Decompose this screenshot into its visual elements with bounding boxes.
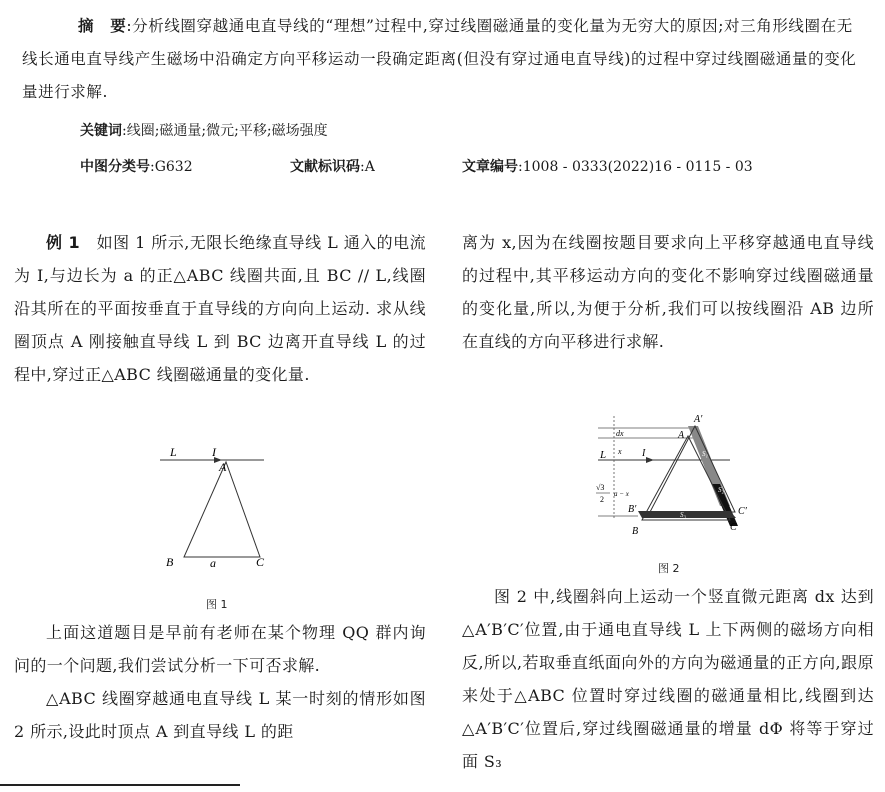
right-paragraph-1: 离为 x,因为在线圈按题目要求向上平移穿越通电直导线的过程中,其平移运动方向的变化不影响穿过线圈磁通量的变化量,所以,为便于分析,我们可以按线圈沿 AB 边所在直线的方向平移进行求解.	[462, 233, 874, 351]
keywords-label: 关键词	[80, 123, 122, 139]
right-paragraph-2: 图 2 中,线圈斜向上运动一个竖直微元距离 dx 达到△A′B′C′位置,由于通电直导线 L 上下两侧的磁场方向相反,所以,若取垂直纸面向外的方向为磁通量的正方向,跟原来处于△ABC 位置时穿过线圈的磁通量相比,线圈到达△A′B′C′位置后,穿过线圈磁通量的增量 dΦ 将等于穿过面 S₃	[462, 587, 874, 771]
doc-value: :A	[360, 159, 375, 175]
fig2-label-sqrt: √3	[596, 483, 605, 492]
abstract-label: 摘 要	[78, 17, 127, 35]
article-label: 文章编号	[462, 159, 518, 175]
fig1-label-I: I	[212, 445, 216, 459]
fig2-label-I: I	[642, 448, 646, 459]
keywords-text: :线圈;磁通量;微元;平移;磁场强度	[122, 123, 328, 139]
article-number	[462, 156, 753, 176]
doc-code	[290, 156, 375, 176]
article-value: :1008 - 0333(2022)16 - 0115 - 03	[518, 159, 753, 175]
fig2-label-B1: B′	[628, 504, 637, 515]
footnote-rule	[0, 784, 240, 786]
fig1-label-C: C	[256, 555, 265, 569]
fig2-label-ax: a − x	[614, 490, 629, 498]
figure-1	[160, 440, 280, 576]
fig2-label-S2: S₂	[718, 486, 724, 494]
keywords	[80, 120, 328, 140]
fig2-label-C1: C′	[738, 506, 747, 517]
abstract-text: :分析线圈穿越通电直导线的“理想”过程中,穿过线圈磁通量的变化量为无穷大的原因;对三角形线圈在无线长通电直导线产生磁场中沿确定方向平移运动一段确定距离(但没有穿过通电直导线)的过程中穿过线圈磁通量的变化量进行求解.	[22, 17, 857, 101]
left-column-lower	[14, 616, 426, 748]
fig2-label-C: C	[730, 522, 737, 533]
figure-1-caption: 图 1	[206, 598, 228, 611]
example-paragraph	[14, 226, 426, 391]
fig2-label-B: B	[632, 526, 639, 537]
clc-label: 中图分类号	[80, 159, 150, 175]
example-label: 例 1	[46, 233, 81, 252]
clc-value: :G632	[150, 159, 193, 175]
fig1-label-a: a	[210, 556, 216, 570]
right-column-lower	[462, 580, 874, 778]
abstract	[22, 10, 864, 109]
doc-label: 文献标识码	[290, 159, 360, 175]
fig2-label-dx: dx	[616, 429, 624, 438]
fig2-label-A: A	[678, 430, 685, 441]
paragraph-2: 上面这道题目是早前有老师在某个物理 QQ 群内询问的一个问题,我们尝试分析一下可否求解.	[14, 623, 426, 675]
triangle-abc	[184, 462, 260, 557]
fig1-label-L: L	[170, 445, 177, 459]
fig2-label-L: L	[600, 449, 607, 461]
fig1-label-B: B	[166, 555, 174, 569]
right-column-upper	[462, 226, 874, 358]
example-text: 如图 1 所示,无限长绝缘直导线 L 通入的电流为 I,与边长为 a 的正△ABC 线圈共面,且 BC // L,线圈沿其所在的平面按垂直于直导线的方向向上运动. 求从线圈顶点 A 刚接触直导线 L 到 BC 边离开直导线 L 的过程中,穿过正△ABC 线圈磁通量的变化量.	[14, 233, 426, 384]
fig1-label-A: A	[219, 460, 227, 474]
figure-2-caption: 图 2	[658, 562, 680, 575]
fig2-label-S3: S₃	[680, 511, 686, 519]
clc-number	[80, 156, 193, 176]
current-arrow-icon	[646, 457, 654, 463]
fig2-label-S1: S₁	[702, 450, 708, 458]
fig2-label-x: x	[618, 447, 622, 456]
paragraph-3: △ABC 线圈穿越通电直导线 L 某一时刻的情形如图 2 所示,设此时顶点 A 到直导线 L 的距	[14, 689, 426, 741]
figure-2	[590, 408, 760, 540]
fig2-label-half: 2	[600, 495, 604, 504]
left-column-upper	[14, 226, 426, 391]
fig2-label-A1: A′	[694, 414, 703, 425]
